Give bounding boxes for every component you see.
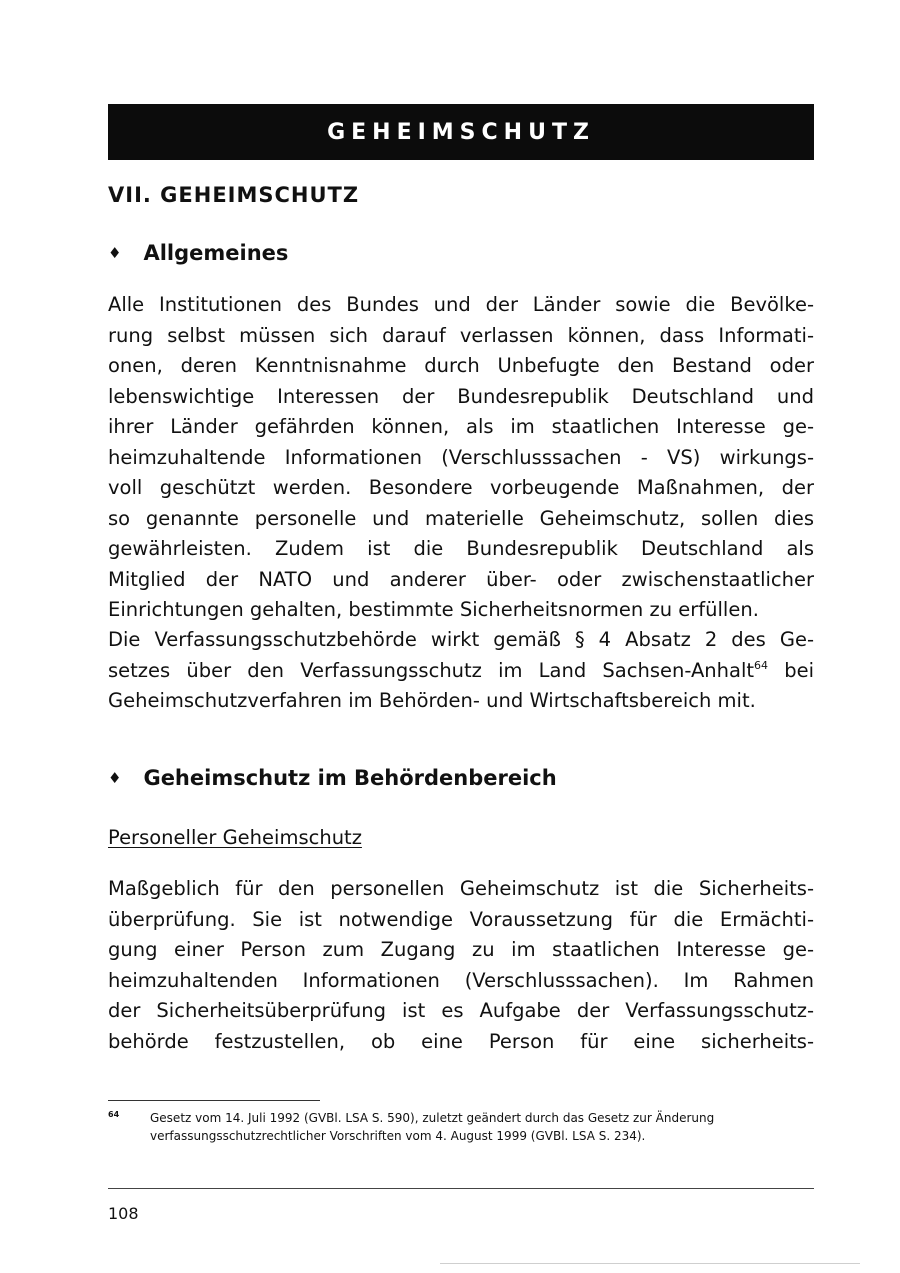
subheading-personeller-geheimschutz: Personeller Geheimschutz	[108, 826, 362, 849]
text-line: gung einer Person zum Zugang zu im staatlichen Interesse ge-	[108, 938, 814, 961]
text-line: voll geschützt werden. Besondere vorbeugende Maßnahmen, der	[108, 476, 814, 499]
footnote-separator	[108, 1100, 320, 1101]
text-line: onen, deren Kenntnisnahme durch Unbefugte den Bestand oder	[108, 354, 814, 377]
text-line: Alle Institutionen des Bundes und der Länder sowie die Bevölke-	[108, 293, 814, 316]
paragraph-personeller-geheimschutz	[108, 874, 814, 1057]
text-line: heimzuhaltende Informationen (Verschlusssachen - VS) wirkungs-	[108, 445, 814, 469]
running-header-title: GEHEIMSCHUTZ	[327, 119, 595, 145]
text-line: Mitglied der NATO und anderer über- oder zwischenstaatlicher	[108, 567, 814, 591]
paragraph-allgemeines-2	[108, 625, 814, 717]
text-line: Geheimschutzverfahren im Behörden- und Wirtschaftsbereich mit.	[108, 689, 756, 712]
text-line: Die Verfassungsschutzbehörde wirkt gemäß § 4 Absatz 2 des Ge-	[108, 628, 814, 651]
text-line: lebenswichtige Interessen der Bundesrepublik Deutschland und	[108, 384, 814, 408]
diamond-bullet-icon: ♦	[108, 244, 122, 262]
chapter-title: VII. GEHEIMSCHUTZ	[108, 183, 360, 207]
footnote-reference: 64	[754, 658, 769, 672]
text-line: der Sicherheitsüberprüfung ist es Aufgabe der Verfassungsschutz-	[108, 999, 814, 1022]
section-heading-behoerdenbereich	[108, 766, 557, 790]
page-number: 108	[108, 1204, 139, 1223]
page-footer-rule	[108, 1188, 814, 1189]
text-line: Maßgeblich für den personellen Geheimschutz ist die Sicherheits-	[108, 877, 814, 900]
text-line: so genannte personelle und materielle Geheimschutz, sollen dies	[108, 506, 814, 530]
section-heading-allgemeines	[108, 241, 288, 265]
text-line: gewährleisten. Zudem ist die Bundesrepublik Deutschland als	[108, 537, 814, 560]
section-heading-label: Allgemeines	[143, 241, 289, 265]
text-line: behörde festzustellen, ob eine Person für eine sicherheits-	[108, 1029, 814, 1053]
text-line: ihrer Länder gefährden können, als im staatlichen Interesse ge-	[108, 415, 814, 438]
text-line	[108, 656, 814, 687]
footnote-mark: 64	[108, 1110, 120, 1119]
section-heading-label: Geheimschutz im Behördenbereich	[143, 766, 557, 790]
text-line: Einrichtungen gehalten, bestimmte Sicherheitsnormen zu erfüllen.	[108, 598, 759, 621]
scan-edge-line	[440, 1263, 860, 1264]
diamond-bullet-icon: ♦	[108, 769, 122, 787]
text-line: überprüfung. Sie ist notwendige Voraussetzung für die Ermächti-	[108, 907, 814, 931]
footnote-line: verfassungsschutzrechtlicher Vorschriften vom 4. August 1999 (GVBl. LSA S. 234).	[150, 1129, 646, 1143]
paragraph-allgemeines-1	[108, 290, 814, 626]
footnote-text	[150, 1109, 814, 1145]
footnote-line: Gesetz vom 14. Juli 1992 (GVBl. LSA S. 590), zuletzt geändert durch das Gesetz zur Änderung	[150, 1111, 715, 1125]
text-line: rung selbst müssen sich darauf verlassen können, dass Informati-	[108, 323, 814, 347]
text-fragment: setzes über den Verfassungsschutz im Land Sachsen-Anhalt	[108, 658, 755, 682]
running-header	[108, 104, 814, 160]
text-fragment: bei	[768, 658, 814, 682]
text-line: heimzuhaltenden Informationen (Verschlusssachen). Im Rahmen	[108, 968, 814, 992]
